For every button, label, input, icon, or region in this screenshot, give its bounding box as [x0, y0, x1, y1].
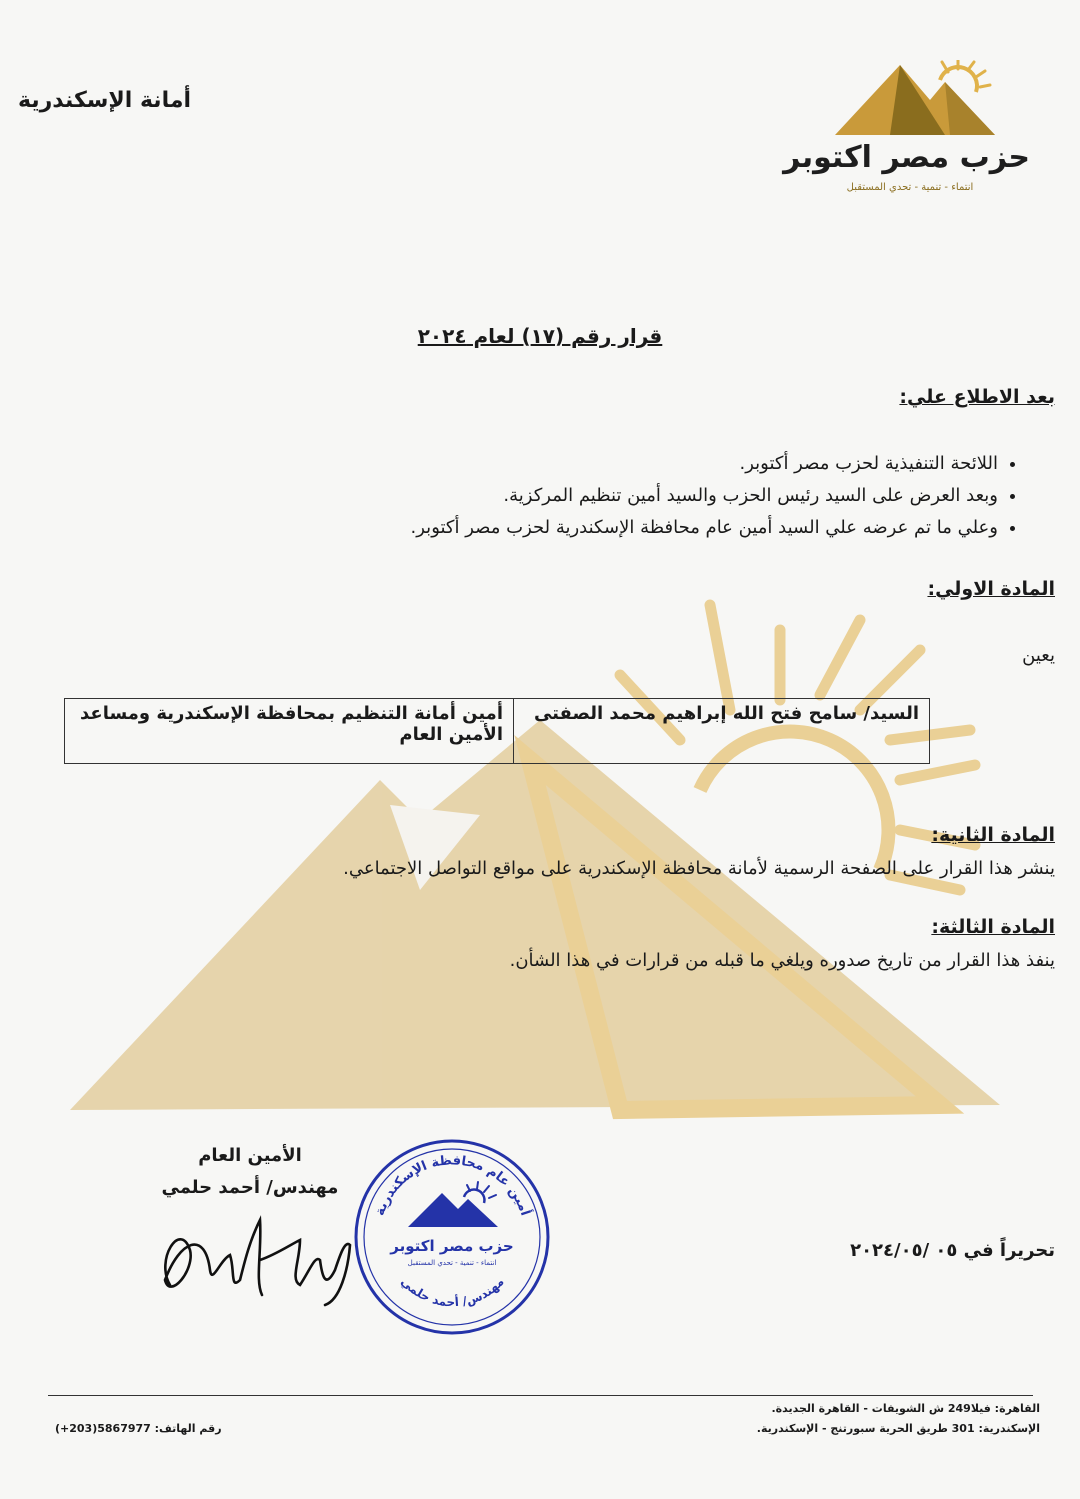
- seal-top-text: أمين عام محافظة الإسكندرية: [372, 1153, 533, 1218]
- cairo-address: القاهرة: فيلا249 ش الشويفات - القاهرة الجديدة.: [771, 1402, 1040, 1415]
- logo-party-name: حزب مصر اكتوبر: [783, 140, 1030, 175]
- decision-title: قرار رقم (١٧) لعام ٢٠٢٤: [417, 324, 663, 348]
- seal-party-name: حزب مصر اكتوبر: [390, 1237, 514, 1255]
- official-seal: [350, 1135, 555, 1340]
- seal-bottom-text: مهندس/ أحمد حلمي: [398, 1274, 507, 1310]
- party-logo: [783, 60, 1030, 200]
- logo-slogan: انتماء - تنمية - تحدي المستقبل: [846, 182, 974, 193]
- review-bullets: [278, 448, 1020, 544]
- article2-heading: المادة الثانية:: [931, 824, 1055, 846]
- signatory-name: مهندس/ أحمد حلمي: [161, 1177, 339, 1198]
- signatory-title: الأمين العام: [198, 1145, 302, 1166]
- appointee-name: السيد/ سامح فتح الله إبراهيم محمد الصفتى: [514, 699, 930, 764]
- list-item: • اللائحة التنفيذية لحزب مصر أكتوبر.: [278, 448, 998, 480]
- secretariat-label: أمانة الإسكندرية: [18, 88, 191, 113]
- article2-text: ينشر هذا القرار على الصفحة الرسمية لأمانة محافظة الإسكندرية على مواقع التواصل الاجتماعي.: [343, 858, 1055, 879]
- list-item: • وعلي ما تم عرضه علي السيد أمين عام محافظة الإسكندرية لحزب مصر أكتوبر.: [278, 512, 998, 544]
- issue-date: تحريراً في ٠٥ /٢٠٢٤/٠٥: [850, 1240, 1055, 1261]
- appointee-position: أمين أمانة التنظيم بمحافظة الإسكندرية ومساعد الأمين العام: [65, 699, 514, 764]
- alex-address: الإسكندرية: 301 طريق الحرية سبورتنج - الإسكندرية.: [756, 1422, 1040, 1435]
- seal-slogan: انتماء - تنمية - تحدي المستقبل: [407, 1259, 497, 1267]
- svg-text:مهندس/ أحمد حلمي: [398, 1274, 506, 1309]
- article3-text: ينفذ هذا القرار من تاريخ صدوره ويلغي ما قبله من قرارات في هذا الشأن.: [509, 950, 1055, 971]
- table-row: [65, 699, 930, 764]
- article1-text: يعين: [1022, 645, 1055, 666]
- list-item: • وبعد العرض على السيد رئيس الحزب والسيد أمين تنظيم المركزية.: [278, 480, 998, 512]
- article1-heading: المادة الاولي:: [927, 578, 1055, 600]
- logo-pyramids-icon: [830, 60, 1000, 140]
- handwritten-signature: [150, 1200, 360, 1310]
- after-review-heading: بعد الاطلاع علي:: [899, 386, 1055, 408]
- article3-heading: المادة الثالثة:: [931, 916, 1055, 938]
- seal-pyramids-icon: [408, 1182, 498, 1227]
- footer-divider: [48, 1395, 1033, 1396]
- phone-number: رقم الهاتف: 5867977(203+): [55, 1422, 222, 1435]
- appointment-table: [64, 698, 930, 764]
